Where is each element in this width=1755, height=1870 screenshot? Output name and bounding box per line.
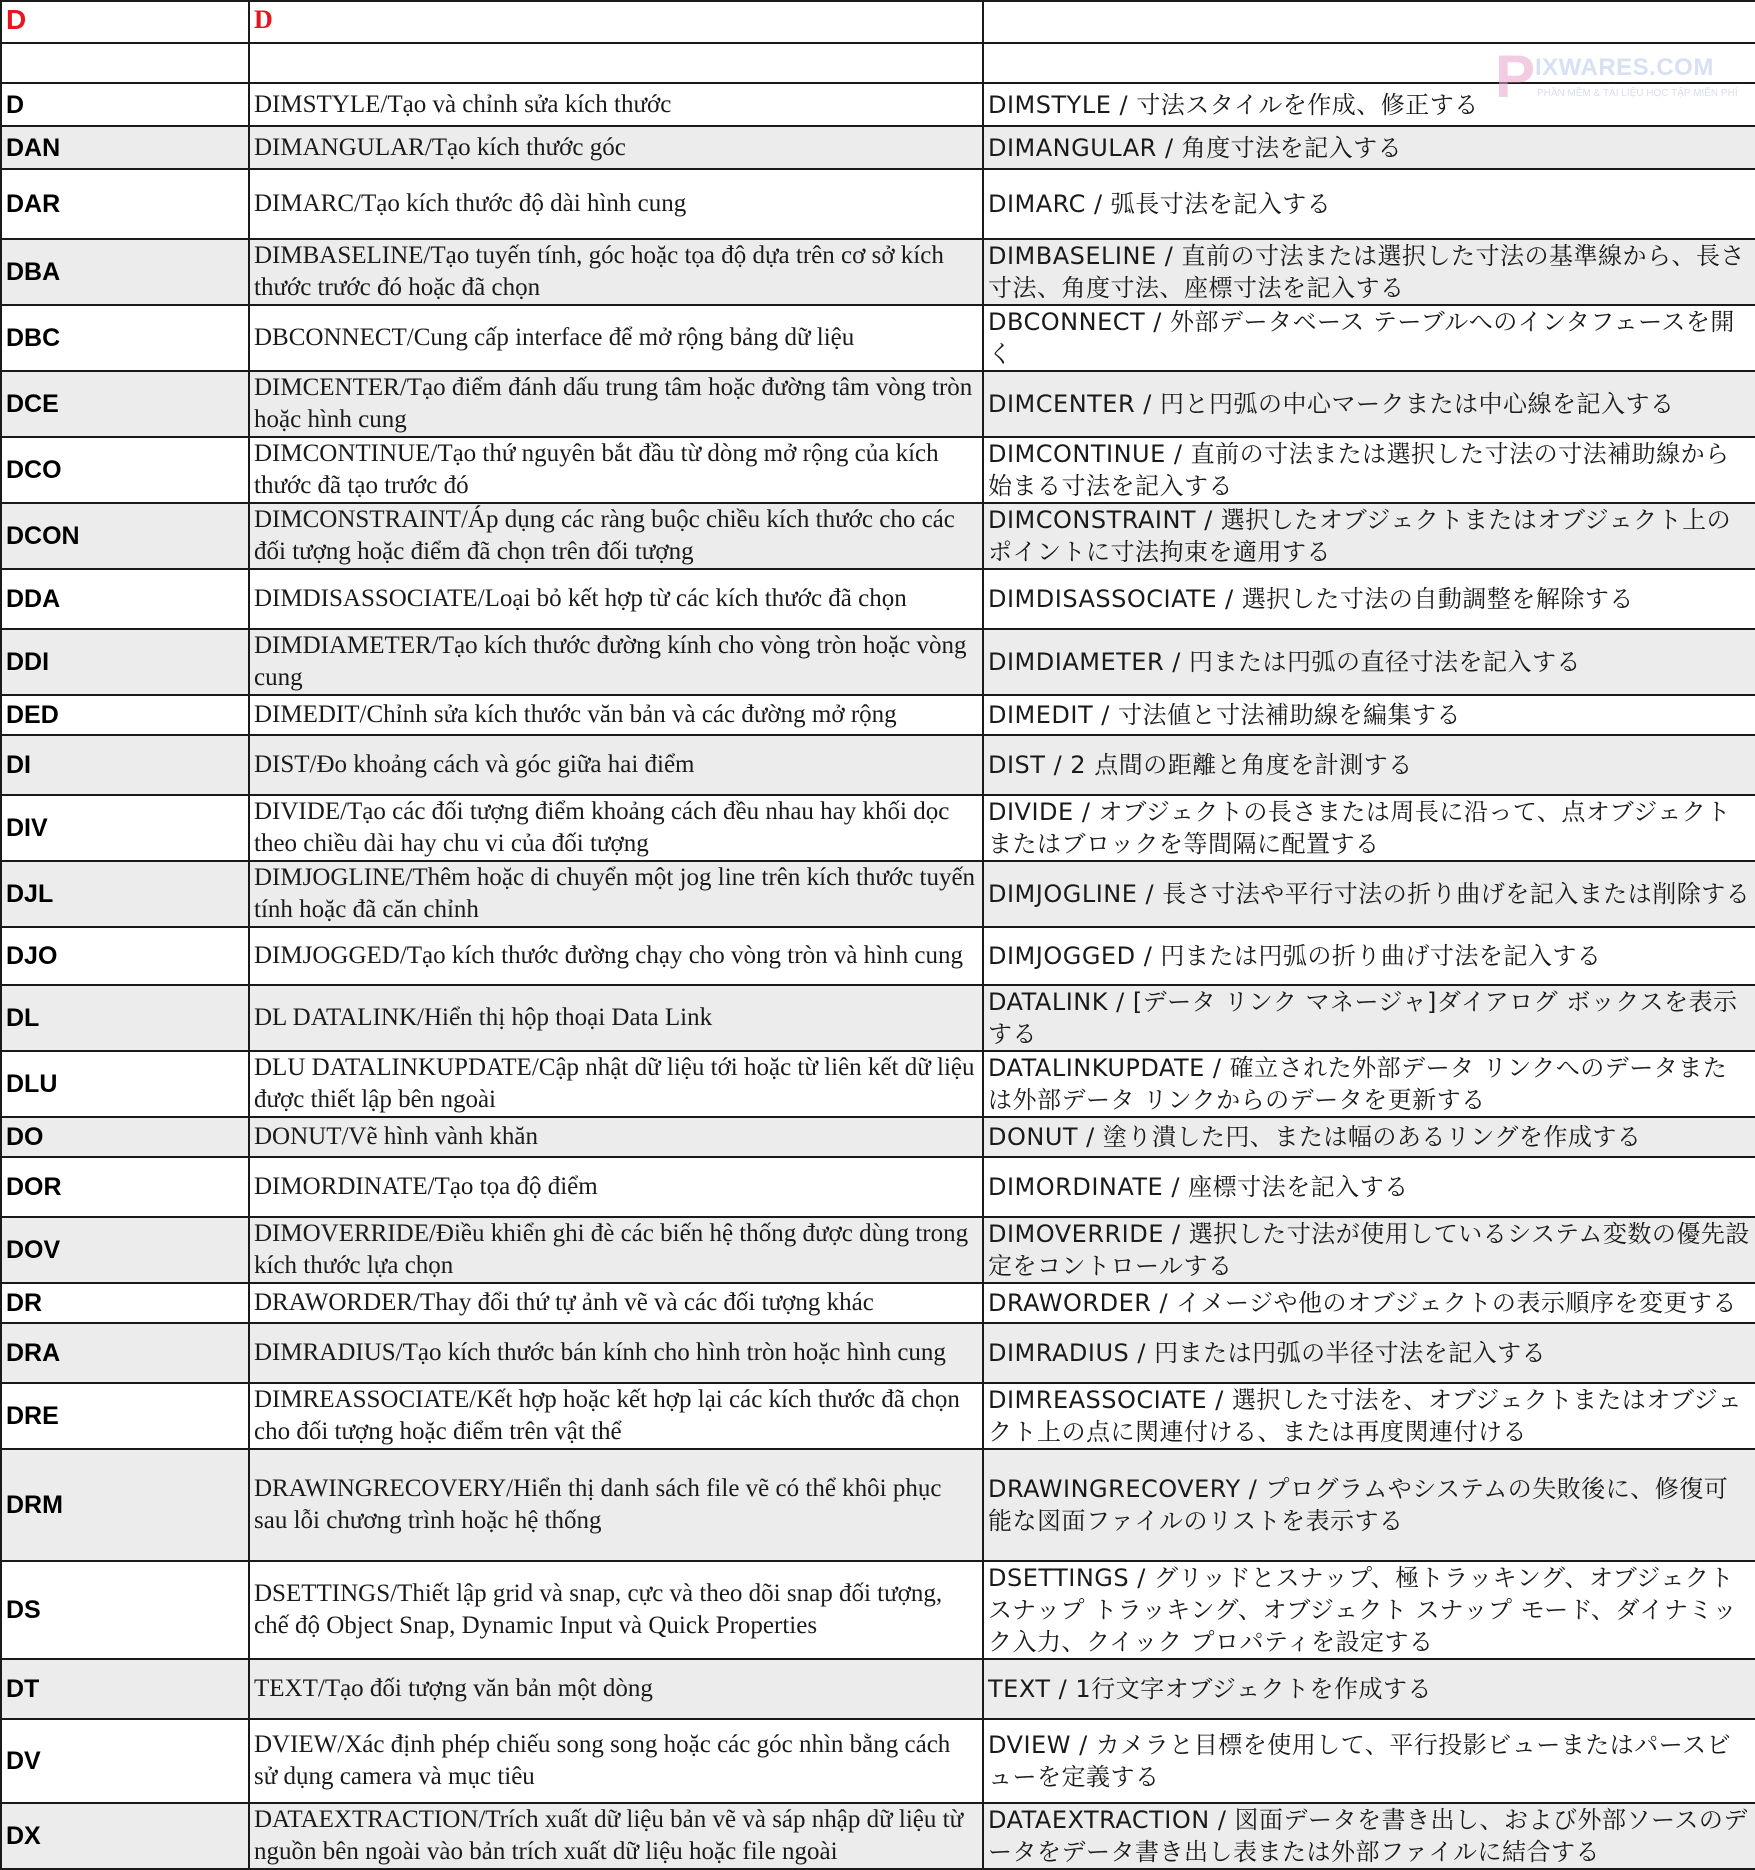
blank-cell [983,43,1755,83]
table-row [1,437,1755,503]
description-ja: DIST / 2 点間の距離と角度を計測する [983,735,1755,795]
table-row [1,569,1755,629]
description-vi: DSETTINGS/Thiết lập grid và snap, cực và theo dõi snap đối tượng, chế độ Object Snap, Dynamic Input và Quick Properties [249,1561,983,1659]
table-row [1,305,1755,371]
description-vi: DIST/Đo khoảng cách và góc giữa hai điểm [249,735,983,795]
description-ja: DIMBASELINE / 直前の寸法または選択した寸法の基準線から、長さ寸法、角度寸法、座標寸法を記入する [983,239,1755,305]
table-row [1,1719,1755,1803]
table-row [1,1117,1755,1157]
description-ja: DIMDISASSOCIATE / 選択した寸法の自動調整を解除する [983,569,1755,629]
description-vi: DBCONNECT/Cung cấp interface để mở rộng bảng dữ liệu [249,305,983,371]
header-letter-vi: D [254,5,273,34]
command-code: DBA [1,239,249,305]
table-row [1,795,1755,861]
table-row [1,239,1755,305]
description-vi: DIMEDIT/Chỉnh sửa kích thước văn bản và các đường mở rộng [249,695,983,735]
command-code: DCON [1,503,249,569]
description-ja: DSETTINGS / グリッドとスナップ、極トラッキング、オブジェクト スナップ トラッキング、オブジェクト スナップ モード、ダイナミック入力、クイック プロパティを設定する [983,1561,1755,1659]
description-ja: DATALINK / [データ リンク マネージャ]ダイアログ ボックスを表示する [983,985,1755,1051]
description-vi: DIMARC/Tạo kích thước độ dài hình cung [249,169,983,239]
header-cell-vi [249,1,983,43]
description-ja: DONUT / 塗り潰した円、または幅のあるリングを作成する [983,1117,1755,1157]
command-code: D [1,83,249,126]
command-code: DOV [1,1217,249,1283]
header-cell-code [1,1,249,43]
description-ja: DIMREASSOCIATE / 選択した寸法を、オブジェクトまたはオブジェクト上の点に関連付ける、または再度関連付ける [983,1383,1755,1449]
description-ja: DIMOVERRIDE / 選択した寸法が使用しているシステム変数の優先設定をコントロールする [983,1217,1755,1283]
description-vi: DIVIDE/Tạo các đối tượng điểm khoảng cách đều nhau hay khối dọc theo chiều dài hay chu vi của đối tượng [249,795,983,861]
blank-row [1,43,1755,83]
command-code: DCO [1,437,249,503]
table-row [1,1659,1755,1719]
command-code: DED [1,695,249,735]
description-ja: DRAWORDER / イメージや他のオブジェクトの表示順序を変更する [983,1283,1755,1323]
description-vi: DIMCONSTRAINT/Áp dụng các ràng buộc chiều kích thước cho các đối tượng hoặc điểm đã chọn trên đối tượng [249,503,983,569]
command-code: DRE [1,1383,249,1449]
description-vi: DIMREASSOCIATE/Kết hợp hoặc kết hợp lại các kích thước đã chọn cho đối tượng hoặc điểm trên vật thể [249,1383,983,1449]
table-row [1,1803,1755,1869]
description-ja: DIMANGULAR / 角度寸法を記入する [983,126,1755,169]
description-ja: DIMDIAMETER / 円または円弧の直径寸法を記入する [983,629,1755,695]
command-code: DRM [1,1449,249,1561]
table-row [1,1217,1755,1283]
description-vi: DIMJOGLINE/Thêm hoặc di chuyển một jog line trên kích thước tuyến tính hoặc đã căn chỉnh [249,861,983,927]
description-ja: DATALINKUPDATE / 確立された外部データ リンクへのデータまたは外部データ リンクからのデータを更新する [983,1051,1755,1117]
table-row [1,83,1755,126]
command-code: DJO [1,927,249,985]
description-ja: DIMSTYLE / 寸法スタイルを作成、修正する [983,83,1755,126]
description-vi: DIMDISASSOCIATE/Loại bỏ kết hợp từ các kích thước đã chọn [249,569,983,629]
table-row [1,1383,1755,1449]
description-vi: DIMCONTINUE/Tạo thứ nguyên bắt đầu từ dòng mở rộng của kích thước đã tạo trước đó [249,437,983,503]
blank-cell [1,43,249,83]
description-vi: DL DATALINK/Hiển thị hộp thoại Data Link [249,985,983,1051]
description-ja: DIMJOGGED / 円または円弧の折り曲げ寸法を記入する [983,927,1755,985]
description-vi: DIMBASELINE/Tạo tuyến tính, góc hoặc tọa độ dựa trên cơ sở kích thước trước đó hoặc đã chọn [249,239,983,305]
command-code: DDI [1,629,249,695]
table-row [1,985,1755,1051]
command-code: DR [1,1283,249,1323]
description-ja: DVIEW / カメラと目標を使用して、平行投影ビューまたはパースビューを定義する [983,1719,1755,1803]
description-vi: DIMJOGGED/Tạo kích thước đường chạy cho vòng tròn và hình cung [249,927,983,985]
command-code: DI [1,735,249,795]
description-vi: DIMRADIUS/Tạo kích thước bán kính cho hình tròn hoặc hình cung [249,1323,983,1383]
command-code: DDA [1,569,249,629]
description-vi: DIMSTYLE/Tạo và chỉnh sửa kích thước [249,83,983,126]
description-vi: DRAWINGRECOVERY/Hiển thị danh sách file vẽ có thể khôi phục sau lỗi chương trình hoặc hệ thống [249,1449,983,1561]
header-letter: D [6,3,27,35]
description-ja: DIMRADIUS / 円または円弧の半径寸法を記入する [983,1323,1755,1383]
command-code: DIV [1,795,249,861]
description-ja: DIMORDINATE / 座標寸法を記入する [983,1157,1755,1217]
blank-cell [249,43,983,83]
description-vi: TEXT/Tạo đối tượng văn bản một dòng [249,1659,983,1719]
watermark-brand: IXWARES.COM [1535,54,1714,81]
table-row [1,169,1755,239]
command-code: DJL [1,861,249,927]
description-ja: DIMCENTER / 円と円弧の中心マークまたは中心線を記入する [983,371,1755,437]
table-row [1,927,1755,985]
command-code: DAR [1,169,249,239]
watermark-tagline: PHẦN MỀM & TÀI LIỆU HỌC TẬP MIỄN PHÍ [1537,88,1738,99]
description-vi: DIMANGULAR/Tạo kích thước góc [249,126,983,169]
table-row [1,695,1755,735]
description-vi: DIMOVERRIDE/Điều khiển ghi đè các biến hệ thống được dùng trong kích thước lựa chọn [249,1217,983,1283]
command-code: DS [1,1561,249,1659]
command-code: DAN [1,126,249,169]
description-vi: DIMORDINATE/Tạo tọa độ điểm [249,1157,983,1217]
table-row [1,126,1755,169]
table-row [1,861,1755,927]
table-row [1,503,1755,569]
command-code: DO [1,1117,249,1157]
command-code: DV [1,1719,249,1803]
command-table-body [1,1,1755,1869]
command-code: DX [1,1803,249,1869]
command-code: DLU [1,1051,249,1117]
table-row [1,371,1755,437]
description-vi: DONUT/Vẽ hình vành khăn [249,1117,983,1157]
command-code: DOR [1,1157,249,1217]
description-vi: DIMDIAMETER/Tạo kích thước đường kính cho vòng tròn hoặc vòng cung [249,629,983,695]
table-row [1,1561,1755,1659]
description-ja: DIMCONTINUE / 直前の寸法または選択した寸法の寸法補助線から始まる寸法を記入する [983,437,1755,503]
description-vi: DLU DATALINKUPDATE/Cập nhật dữ liệu tới hoặc từ liên kết dữ liệu được thiết lập bên ngoài [249,1051,983,1117]
description-ja: DIMJOGLINE / 長さ寸法や平行寸法の折り曲げを記入または削除する [983,861,1755,927]
description-ja: DRAWINGRECOVERY / プログラムやシステムの失敗後に、修復可能な図面ファイルのリストを表示する [983,1449,1755,1561]
description-vi: DRAWORDER/Thay đổi thứ tự ảnh vẽ và các đối tượng khác [249,1283,983,1323]
command-code: DCE [1,371,249,437]
command-code: DL [1,985,249,1051]
description-vi: DVIEW/Xác định phép chiếu song song hoặc các góc nhìn bằng cách sử dụng camera và mục tiêu [249,1719,983,1803]
description-ja: DIVIDE / オブジェクトの長さまたは周長に沿って、点オブジェクトまたはブロックを等間隔に配置する [983,795,1755,861]
table-row [1,1283,1755,1323]
command-code: DBC [1,305,249,371]
watermark-p-icon: P [1495,43,1536,110]
table-row [1,1323,1755,1383]
table-row [1,735,1755,795]
description-ja: DIMCONSTRAINT / 選択したオブジェクトまたはオブジェクト上のポイントに寸法拘束を適用する [983,503,1755,569]
description-ja: TEXT / 1行文字オブジェクトを作成する [983,1659,1755,1719]
table-row [1,1157,1755,1217]
description-ja: DIMEDIT / 寸法値と寸法補助線を編集する [983,695,1755,735]
description-vi: DIMCENTER/Tạo điểm đánh dấu trung tâm hoặc đường tâm vòng tròn hoặc hình cung [249,371,983,437]
table-row [1,1051,1755,1117]
table-row [1,629,1755,695]
description-ja: DBCONNECT / 外部データベース テーブルへのインタフェースを開く [983,305,1755,371]
description-ja: DIMARC / 弧長寸法を記入する [983,169,1755,239]
description-vi: DATAEXTRACTION/Trích xuất dữ liệu bản vẽ và sáp nhập dữ liệu từ nguồn bên ngoài vào bản trích xuất dữ liệu hoặc file ngoài [249,1803,983,1869]
command-code: DT [1,1659,249,1719]
header-cell-ja [983,1,1755,43]
command-code: DRA [1,1323,249,1383]
header-row [1,1,1755,43]
table-row [1,1449,1755,1561]
description-ja: DATAEXTRACTION / 図面データを書き出し、および外部ソースのデータをデータ書き出し表または外部ファイルに結合する [983,1803,1755,1869]
